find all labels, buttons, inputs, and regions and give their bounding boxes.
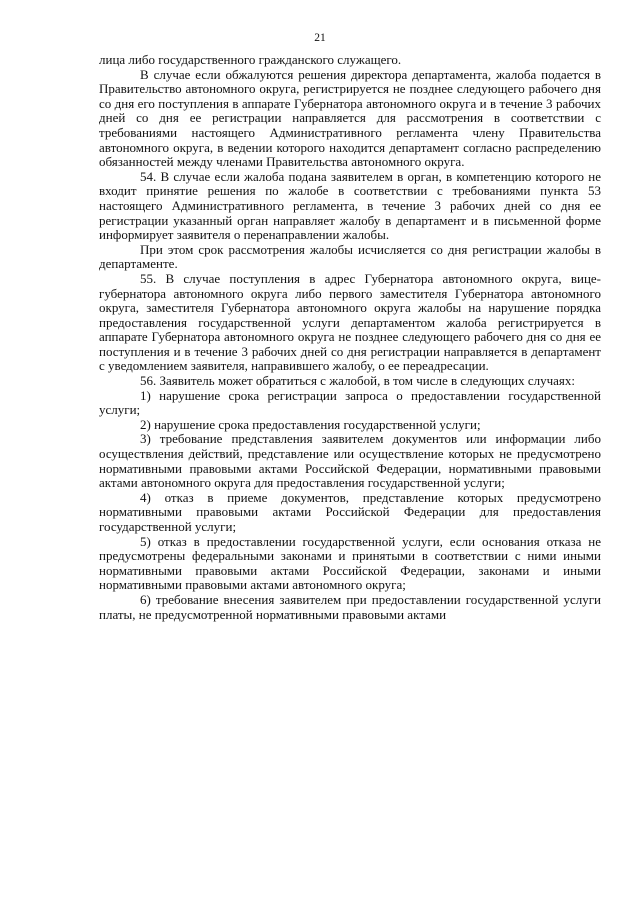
list-item-6: 6) требование внесения заявителем при предоставлении государственной услуги платы, не предусмотренной нормативными правовыми актами [99,591,601,622]
paragraph-director-decision-appeal: В случае если обжалуются решения директора департамента, жалоба подается в Правительство автономного округа, регистрируется не позднее следующего рабочего дня со дня его поступления в аппарате Губернатора автономного округа и в течение 3 рабочих дней со дня ее регистрации направляется для рассмотрения в соответствии с требованиями настоящего Административного регламента члену Правительства автономного округа, в ведении которого находится департамент согласно распределению обязанностей между членами Правительства автономного округа. [99,66,601,170]
list-item-5: 5) отказ в предоставлении государственной услуги, если основания отказа не предусмотрены федеральными законами и принятыми в соответствии с ними иными нормативными правовыми актами Российской Федерации, законами и иными нормативными правовыми актами автономного округа; [99,533,601,593]
paragraph-clause-55: 55. В случае поступления в адрес Губернатора автономного округа, вице-губернатора автономного округа либо первого заместителя Губернатора автономного округа, заместителя Губернатора автономного округа жалобы на нарушение порядка предоставления государственной услуги департаментом жалоба регистрируется в аппарате Губернатора автономного округа не позднее следующего рабочего дня со дня ее поступления и в течение 3 рабочих дней со дня регистрации направляется в департамент с уведомлением заявителя, направившего жалобу, о ее переадресации. [99,270,601,374]
list-item-2: 2) нарушение срока предоставления государственной услуги; [140,416,481,432]
paragraph-continuation: лица либо государственного гражданского служащего. [99,52,402,67]
list-item-4: 4) отказ в приеме документов, представление которых предусмотрено нормативными правовыми актами Российской Федерации для предоставления государственной услуги; [99,489,601,534]
paragraph-clause-54: 54. В случае если жалоба подана заявителем в орган, в компетенцию которого не входит принятие решения по жалобе в соответствии с требованиями пункта 53 настоящего Административного регламента, в течение 3 рабочих дней со дня ее регистрации указанный орган направляет жалобу в департамент и в письменной форме информирует заявителя о перенаправлении жалобы. [99,168,601,243]
paragraph-clause-56: 56. Заявитель может обратиться с жалобой, в том числе в следующих случаях: [140,373,575,389]
page-number: 21 [314,32,326,44]
list-item-3: 3) требование представления заявителем документов или информации либо осуществления действий, представление или осуществление которых не предусмотрено нормативными правовыми актами Российской Федерации, нормативными правовыми актами автономного округа для предоставления государственной услуги; [99,431,601,491]
document-body [99,53,601,622]
list-item-1: 1) нарушение срока регистрации запроса о предоставлении государственной услуги; [99,387,601,418]
paragraph-review-period: При этом срок рассмотрения жалобы исчисляется со дня регистрации жалобы в департаменте. [99,241,601,272]
